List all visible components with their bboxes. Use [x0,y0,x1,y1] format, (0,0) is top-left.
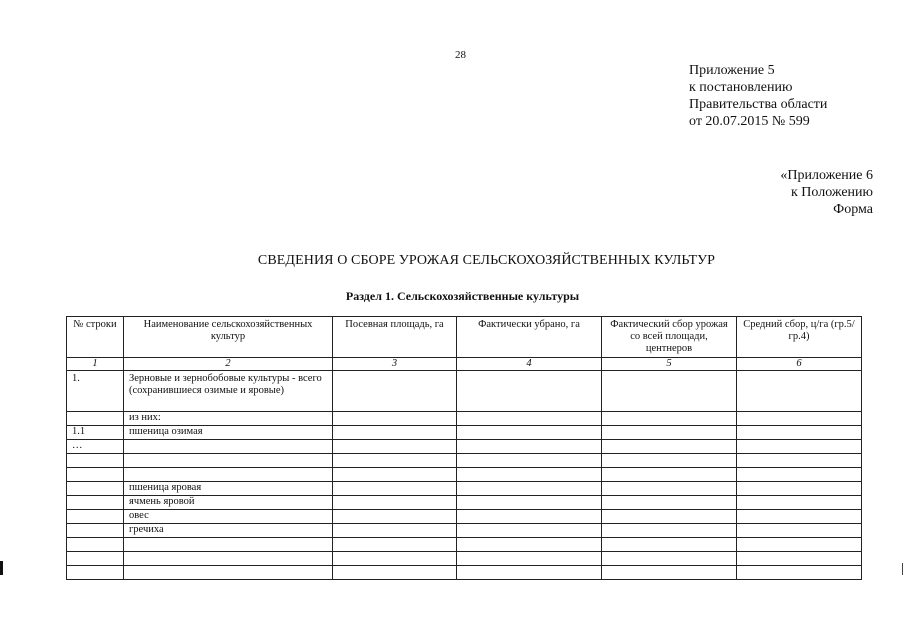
column-header-row-number: № строки [67,317,124,358]
scan-edge-mark-right [902,563,903,575]
section-title: Раздел 1. Сельскохозяйственные культуры [345,289,580,303]
crop-name-cell [124,538,333,552]
harvested-area-cell [457,482,602,496]
total-yield-cell [602,552,737,566]
sown-area-cell [333,412,457,426]
total-yield-cell [602,510,737,524]
total-yield-cell [602,412,737,426]
average-yield-cell [737,454,862,468]
table-row [67,496,862,510]
crop-name-cell: гречиха [124,524,333,538]
appendix-reference [689,62,827,130]
average-yield-cell [737,566,862,580]
crop-name-cell: из них: [124,412,333,426]
sown-area-cell [333,440,457,454]
table-row [67,524,862,538]
column-number: 5 [602,358,737,371]
column-number: 6 [737,358,862,371]
row-number-cell [67,524,124,538]
crop-name-cell [124,440,333,454]
crop-name-cell: Зерновые и зернобобовые культуры - всего (сохранившиеся озимые и яровые) [124,371,333,412]
sown-area-cell [333,524,457,538]
harvested-area-cell [457,496,602,510]
row-number-cell: … [67,440,124,454]
column-number: 2 [124,358,333,371]
crop-name-cell: пшеница озимая [124,426,333,440]
column-header-total-yield: Фактический сбор урожая со всей площади, центнеров [602,317,737,358]
form-header-line-1: «Приложение 6 [780,168,873,183]
harvested-area-cell [457,412,602,426]
column-header-harvested-area: Фактически убрано, га [457,317,602,358]
average-yield-cell [737,426,862,440]
table-row [67,426,862,440]
sown-area-cell [333,482,457,496]
table-row [67,510,862,524]
average-yield-cell [737,524,862,538]
row-number-cell [67,552,124,566]
row-number-cell [67,454,124,468]
average-yield-cell [737,510,862,524]
column-header-average-yield: Средний сбор, ц/га (гр.5/гр.4) [737,317,862,358]
crop-name-cell: пшеница яровая [124,482,333,496]
average-yield-cell [737,552,862,566]
sown-area-cell [333,496,457,510]
page-number: 28 [455,49,466,61]
harvested-area-cell [457,440,602,454]
scan-edge-mark-left [0,561,3,575]
row-number-cell [67,412,124,426]
average-yield-cell [737,371,862,412]
table-row [67,482,862,496]
average-yield-cell [737,468,862,482]
total-yield-cell [602,496,737,510]
harvested-area-cell [457,426,602,440]
sown-area-cell [333,371,457,412]
table-header-row [67,317,862,358]
sown-area-cell [333,566,457,580]
table-row [67,440,862,454]
harvested-area-cell [457,552,602,566]
total-yield-cell [602,440,737,454]
row-number-cell [67,482,124,496]
table-row [67,566,862,580]
table-row [67,412,862,426]
total-yield-cell [602,454,737,468]
row-number-cell [67,538,124,552]
column-number: 1 [67,358,124,371]
sown-area-cell [333,510,457,524]
sown-area-cell [333,454,457,468]
crop-name-cell [124,566,333,580]
table-row [67,538,862,552]
crop-name-cell: ячмень яровой [124,496,333,510]
total-yield-cell [602,524,737,538]
column-number: 3 [333,358,457,371]
total-yield-cell [602,566,737,580]
appendix-line-3: Правительства области [689,97,828,112]
form-header-line-2: к Положению [790,185,873,200]
table-row [67,552,862,566]
average-yield-cell [737,440,862,454]
appendix-line-2: к постановлению [689,80,793,95]
harvested-area-cell [457,468,602,482]
average-yield-cell [737,412,862,426]
table-row [67,371,862,412]
total-yield-cell [602,482,737,496]
row-number-cell: 1.1 [67,426,124,440]
crop-name-cell [124,468,333,482]
average-yield-cell [737,496,862,510]
harvested-area-cell [457,524,602,538]
row-number-cell [67,468,124,482]
row-number-cell [67,510,124,524]
total-yield-cell [602,371,737,412]
row-number-cell [67,566,124,580]
sown-area-cell [333,426,457,440]
harvest-table [66,316,862,580]
average-yield-cell [737,482,862,496]
table-row [67,454,862,468]
harvested-area-cell [457,566,602,580]
sown-area-cell [333,552,457,566]
column-numbers-row [67,358,862,371]
row-number-cell [67,496,124,510]
row-number-cell: 1. [67,371,124,412]
average-yield-cell [737,538,862,552]
harvested-area-cell [457,510,602,524]
total-yield-cell [602,426,737,440]
appendix-line-4: от 20.07.2015 № 599 [689,114,810,129]
crop-name-cell [124,552,333,566]
total-yield-cell [602,468,737,482]
harvested-area-cell [457,371,602,412]
column-header-sown-area: Посевная площадь, га [333,317,457,358]
form-header [780,167,873,218]
form-header-line-3: Форма [833,202,873,217]
column-number: 4 [457,358,602,371]
table-row [67,468,862,482]
sown-area-cell [333,468,457,482]
harvested-area-cell [457,538,602,552]
document-title: СВЕДЕНИЯ О СБОРЕ УРОЖАЯ СЕЛЬСКОХОЗЯЙСТВЕННЫХ КУЛЬТУР [257,253,716,268]
column-header-crop-name: Наименование сельскохозяйственных культур [124,317,333,358]
crop-name-cell: овес [124,510,333,524]
total-yield-cell [602,538,737,552]
appendix-line-1: Приложение 5 [689,63,775,78]
crop-name-cell [124,454,333,468]
sown-area-cell [333,538,457,552]
harvested-area-cell [457,454,602,468]
